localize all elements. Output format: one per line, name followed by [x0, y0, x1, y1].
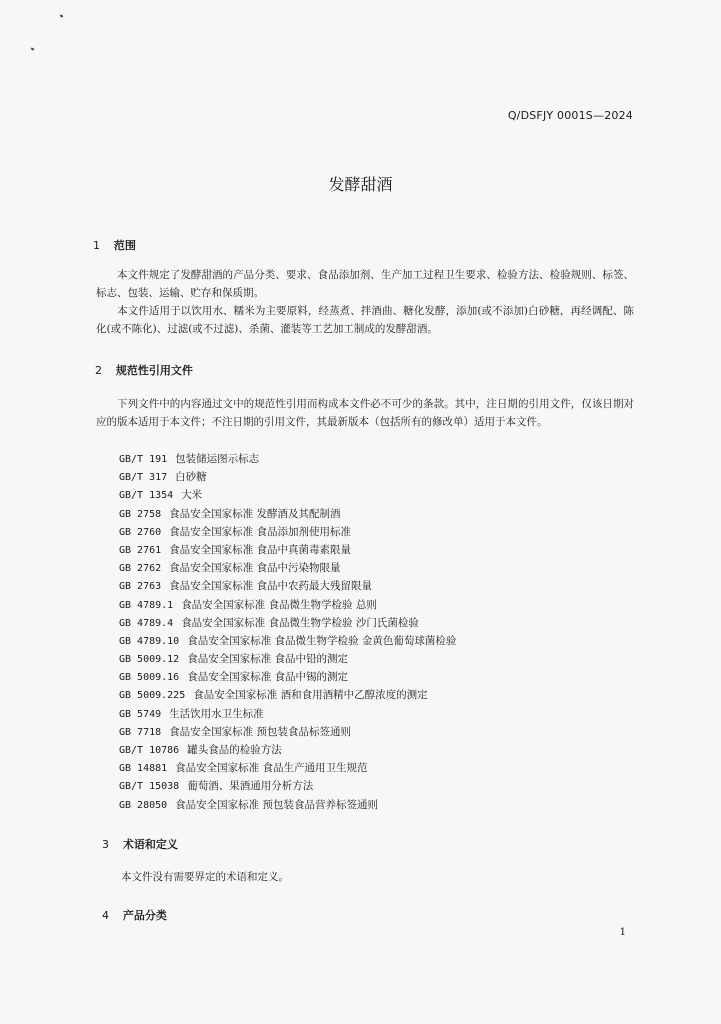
document-title: 发酵甜酒	[328, 175, 393, 194]
reference-item	[119, 450, 456, 468]
reference-title: 食品安全国家标准 食品中真菌毒素限量	[169, 543, 351, 556]
paragraph-text: 本文件适用于以饮用水、糯米为主要原料，经蒸煮、拌酒曲、糖化发酵，添加(或不添加)白砂糖，再经调配、陈化(或不陈化)、过滤(或不过滤)、杀菌、灌装等工艺加工制成的发酵甜酒。	[96, 305, 634, 335]
reference-code: GB 5009.12	[119, 654, 180, 666]
reference-item	[119, 559, 456, 577]
section-number: 2	[95, 364, 102, 377]
reference-item	[119, 596, 456, 614]
reference-item	[119, 796, 456, 814]
reference-item	[119, 486, 456, 504]
section-2-intro	[96, 395, 634, 431]
reference-item	[119, 541, 456, 559]
section-1-paragraph-2	[96, 302, 634, 338]
reference-code: GB/T 15038	[119, 781, 180, 793]
reference-title: 食品安全国家标准 食品中锡的测定	[187, 671, 349, 684]
reference-title: 食品安全国家标准 发酵酒及其配制酒	[169, 507, 341, 520]
section-title: 术语和定义	[122, 838, 178, 851]
reference-code: GB 5749	[119, 708, 162, 720]
reference-code: GB 4789.1	[119, 599, 174, 611]
section-title: 范围	[113, 239, 136, 252]
section-title: 产品分类	[122, 909, 167, 922]
reference-code: GB 5009.225	[119, 690, 186, 702]
reference-code: GB/T 317	[119, 472, 168, 484]
reference-item	[119, 759, 456, 777]
reference-item	[119, 705, 456, 723]
reference-code: GB 4789.4	[119, 617, 174, 629]
reference-code: GB 5009.16	[119, 672, 180, 684]
reference-title: 食品安全国家标准 食品中铅的测定	[187, 653, 349, 666]
reference-item	[119, 668, 456, 686]
reference-code: GB/T 191	[119, 454, 168, 465]
reference-item	[119, 632, 456, 650]
section-3-paragraph	[100, 868, 638, 886]
reference-title: 葡萄酒、果酒通用分析方法	[187, 780, 314, 793]
section-2-heading	[95, 362, 193, 378]
reference-code: GB 2762	[119, 563, 162, 575]
scan-speck	[60, 14, 64, 17]
reference-item	[119, 777, 456, 795]
reference-title: 食品安全国家标准 食品微生物学检验 金黄色葡萄球菌检验	[187, 634, 457, 647]
reference-title: 食品安全国家标准 食品微生物学检验 沙门氏菌检验	[181, 616, 419, 629]
reference-title: 罐头食品的检验方法	[187, 744, 282, 756]
reference-title: 生活饮用水卫生标准	[169, 707, 264, 720]
reference-item	[119, 523, 456, 541]
reference-item	[119, 686, 456, 704]
reference-title: 食品安全国家标准 预包装食品标签通则	[169, 725, 351, 738]
reference-code: GB/T 10786	[119, 745, 180, 756]
reference-code: GB/T 1354	[119, 490, 174, 502]
reference-item	[119, 650, 456, 668]
section-title: 规范性引用文件	[115, 364, 193, 377]
section-3-heading	[102, 836, 178, 852]
reference-code: GB 7718	[119, 726, 162, 738]
reference-title: 食品安全国家标准 预包装食品营养标签通则	[175, 798, 379, 811]
reference-title: 白砂糖	[175, 471, 207, 484]
paragraph-text: 下列文件中的内容通过文中的规范性引用而构成本文件必不可少的条款。其中，注日期的引用文件，仅该日期对应的版本适用于本文件；不注日期的引用文件，其最新版本（包括所有的修改单）适用于本文件。	[96, 398, 634, 428]
reference-item	[119, 741, 456, 759]
reference-code: GB 2760	[119, 526, 162, 538]
page-number: 1	[619, 927, 626, 938]
section-number: 4	[102, 909, 109, 922]
reference-title: 食品安全国家标准 食品添加剂使用标准	[169, 525, 351, 538]
reference-item	[119, 723, 456, 741]
reference-title: 大米	[181, 489, 203, 502]
reference-title: 食品安全国家标准 酒和食用酒精中乙醇浓度的测定	[193, 689, 428, 702]
scan-speck	[31, 47, 35, 50]
paragraph-text: 本文件规定了发酵甜酒的产品分类、要求、食品添加剂、生产加工过程卫生要求、检验方法、检验规则、标签、标志、包装、运输、贮存和保质期。	[96, 269, 634, 299]
reference-title: 食品安全国家标准 食品生产通用卫生规范	[175, 762, 368, 775]
reference-code: GB 2758	[119, 508, 162, 520]
document-code: Q/DSFJY 0001S—2024	[507, 109, 633, 122]
section-1-heading	[93, 237, 136, 253]
paragraph-text: 本文件没有需要界定的术语和定义。	[121, 871, 289, 883]
section-4-heading	[102, 907, 167, 923]
reference-title: 食品安全国家标准 食品微生物学检验 总则	[181, 598, 377, 611]
reference-title: 食品安全国家标准 食品中污染物限量	[169, 562, 341, 575]
reference-code: GB 4789.10	[119, 635, 180, 647]
reference-code: GB 14881	[119, 763, 168, 775]
reference-item	[119, 577, 456, 595]
reference-title: 食品安全国家标准 食品中农药最大残留限量	[169, 580, 372, 593]
reference-item	[119, 468, 456, 486]
reference-code: GB 28050	[119, 799, 168, 811]
normative-references-list	[119, 450, 456, 814]
section-number: 3	[102, 838, 109, 851]
reference-code: GB 2761	[119, 544, 162, 556]
reference-title: 包装储运图示标志	[175, 453, 260, 465]
reference-code: GB 2763	[119, 581, 162, 593]
reference-item	[119, 614, 456, 632]
section-number: 1	[93, 239, 100, 252]
section-1-paragraph-1	[96, 266, 634, 302]
reference-item	[119, 505, 456, 523]
